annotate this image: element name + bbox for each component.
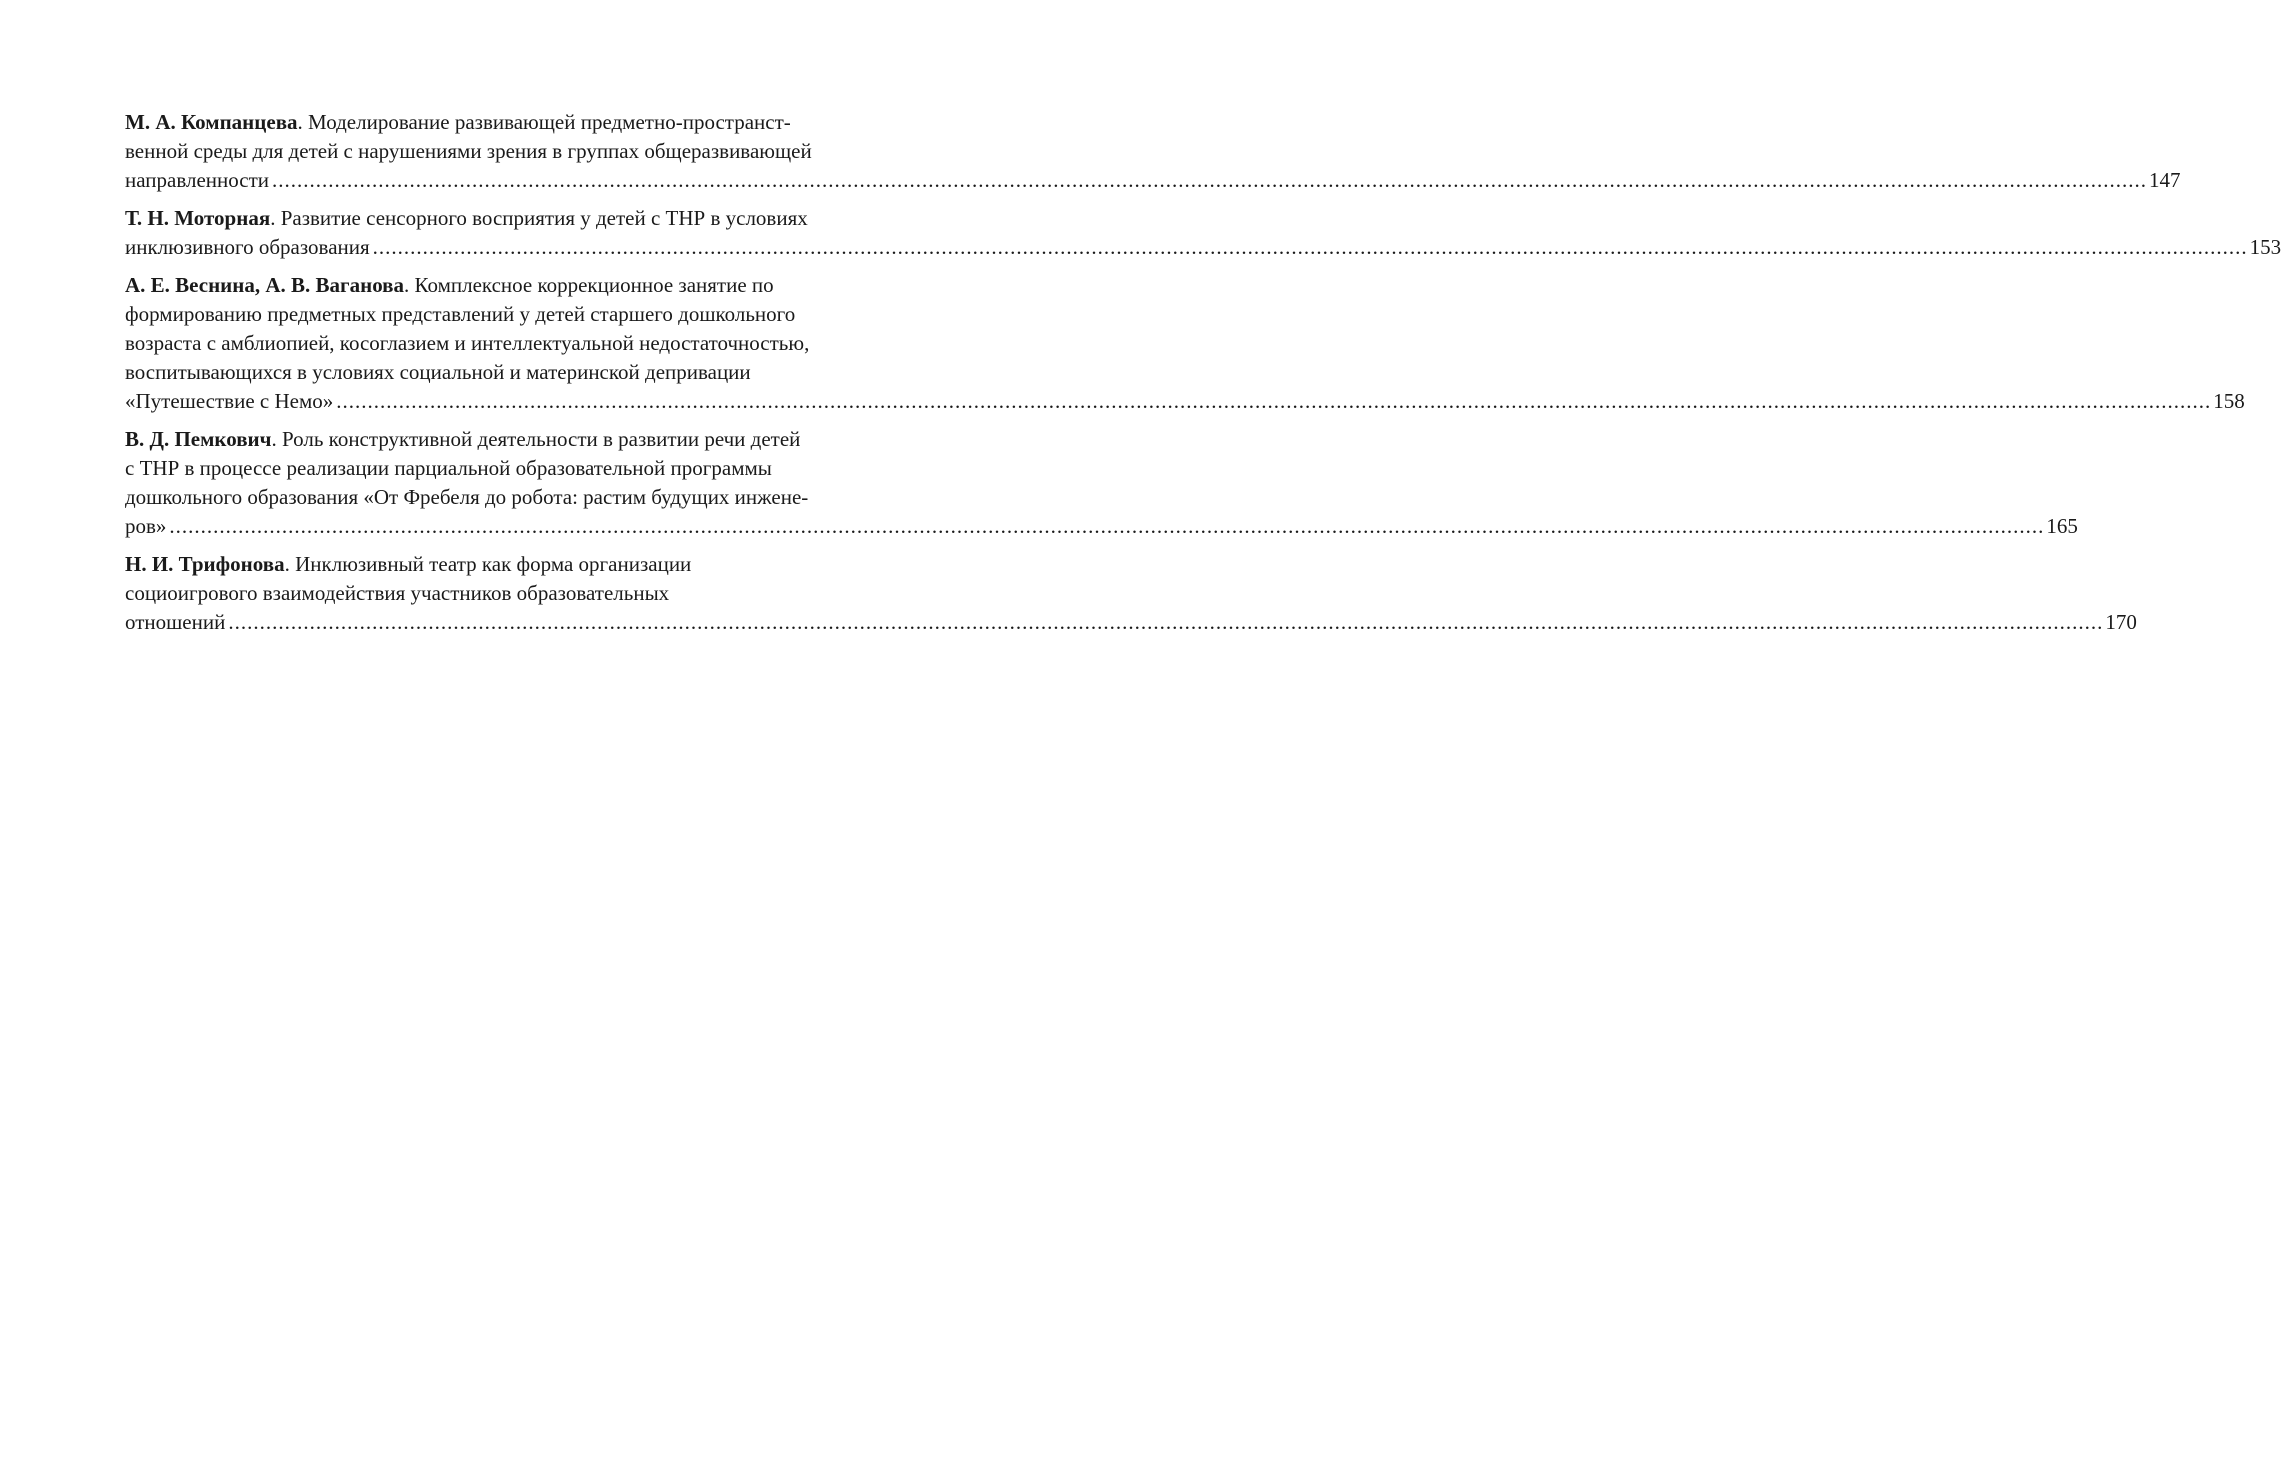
toc-entry-first-line xyxy=(125,425,875,454)
toc-entry-title-end: ров» xyxy=(125,514,167,538)
toc-entry-authors: М. А. Компанцева xyxy=(125,110,298,134)
toc-entry-title-start: . Комплексное коррекционное занятие по xyxy=(404,273,774,297)
dot-leader: ............................................................................................................................................................................................................................................................................................................ xyxy=(272,168,2148,192)
toc-entry-authors: А. Е. Веснина, А. В. Ваганова xyxy=(125,273,405,297)
toc-entry-last-line xyxy=(125,166,2181,195)
toc-entry-title-line: социоигрового взаимодействия участников образовательных xyxy=(125,581,670,605)
toc-entry-last-line xyxy=(125,387,2245,416)
toc-entry-authors: Т. Н. Моторная xyxy=(125,206,271,230)
dot-leader: ............................................................................................................................................................................................................................................................................................................ xyxy=(228,610,2104,634)
dot-leader: ............................................................................................................................................................................................................................................................................................................ xyxy=(169,514,2045,538)
toc-entry-last-line xyxy=(125,608,2137,637)
toc-entry-last-line xyxy=(125,233,2281,262)
table-of-contents xyxy=(125,108,2281,646)
toc-entry-title-start: . Моделирование развивающей предметно-пространст- xyxy=(297,110,791,134)
toc-entry-first-line xyxy=(125,271,875,300)
toc-entry-title-line: с ТНР в процессе реализации парциальной образовательной программы xyxy=(125,456,772,480)
toc-entry-title-line: формированию предметных представлений у детей старшего дошкольного xyxy=(125,302,796,326)
toc-entry-page-number: 158 xyxy=(2213,389,2245,413)
toc-entry xyxy=(125,550,2137,637)
toc-entry-page-number: 153 xyxy=(2249,235,2281,259)
dot-leader: ............................................................................................................................................................................................................................................................................................................ xyxy=(336,389,2212,413)
toc-entry-title-line: воспитывающихся в условиях социальной и материнской депривации xyxy=(125,360,751,384)
toc-entry-page-number: 147 xyxy=(2149,168,2181,192)
toc-entry-title-start: . Роль конструктивной деятельности в развитии речи детей xyxy=(271,427,801,451)
toc-entry-title-end: направленности xyxy=(125,168,270,192)
toc-entry-first-line xyxy=(125,204,875,233)
toc-entry-first-line xyxy=(125,108,875,137)
toc-entry-title-line: дошкольного образования «От Фребеля до робота: растим будущих инжене- xyxy=(125,485,809,509)
toc-entry xyxy=(125,425,2078,541)
toc-entry xyxy=(125,204,2281,262)
toc-entry-title-line: возраста с амблиопией, косоглазием и интеллектуальной недостаточностью, xyxy=(125,331,810,355)
toc-entry-title-line: венной среды для детей с нарушениями зрения в группах общеразвивающей xyxy=(125,139,812,163)
toc-entry xyxy=(125,271,2245,416)
toc-entry-page-number: 165 xyxy=(2046,514,2078,538)
toc-entry-title-end: инклюзивного образования xyxy=(125,235,370,259)
toc-entry-last-line xyxy=(125,512,2078,541)
toc-entry-title-start: . Развитие сенсорного восприятия у детей с ТНР в условиях xyxy=(270,206,808,230)
dot-leader: ............................................................................................................................................................................................................................................................................................................ xyxy=(372,235,2248,259)
toc-entry-title-end: отношений xyxy=(125,610,226,634)
toc-entry-first-line xyxy=(125,550,875,579)
toc-entry-authors: Н. И. Трифонова xyxy=(125,552,285,576)
toc-entry-title-start: . Инклюзивный театр как форма организации xyxy=(284,552,692,576)
toc-entry-title-end: «Путешествие с Немо» xyxy=(125,389,334,413)
toc-entry-page-number: 170 xyxy=(2105,610,2137,634)
toc-entry-authors: В. Д. Пемкович xyxy=(125,427,272,451)
toc-entry xyxy=(125,108,2181,195)
